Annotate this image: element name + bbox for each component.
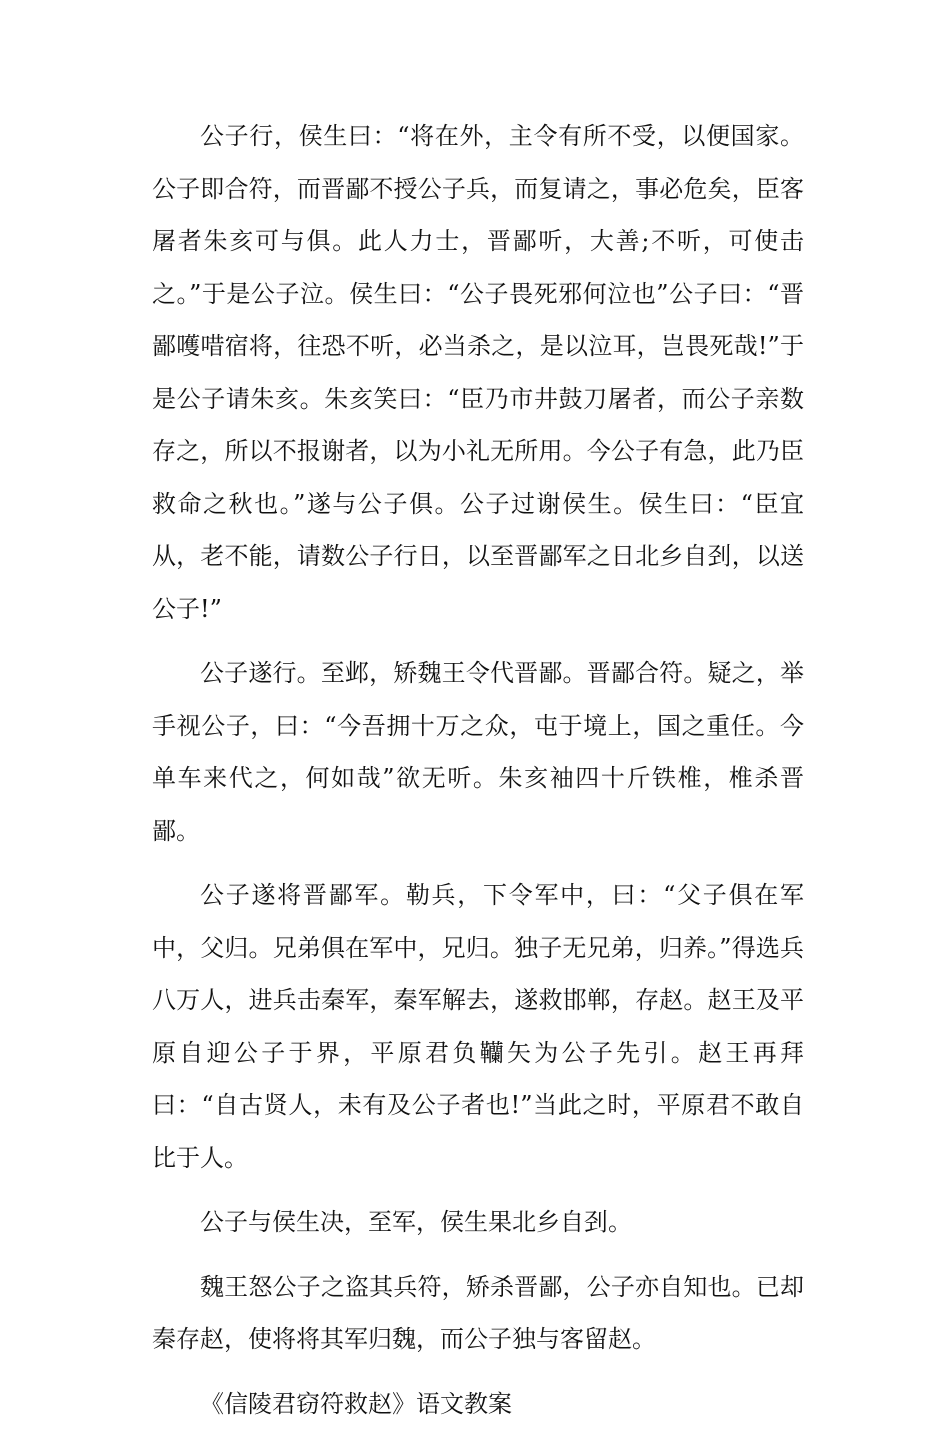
paragraph-2: 公子遂行。至邺，矫魏王令代晋鄙。晋鄙合符。疑之，举手视公子，曰：“今吾拥十万之众，屯于境上，国之重任。今单车来代之，何如哉”欲无听。朱亥袖四十斤铁椎，椎杀晋鄙。 [152, 647, 804, 857]
document-body [152, 110, 804, 1430]
paragraph-4: 公子与侯生决，至军，侯生果北乡自刭。 [152, 1196, 804, 1249]
paragraph-3: 公子遂将晋鄙军。勒兵，下令军中，曰：“父子俱在军中，父归。兄弟俱在军中，兄归。独子无兄弟，归养。”得选兵八万人，进兵击秦军，秦军解去，遂救邯郸，存赵。赵王及平原自迎公子于界，平原君负韊矢为公子先引。赵王再拜曰：“自古贤人，未有及公子者也!”当此之时，平原君不敢自比于人。 [152, 869, 804, 1184]
paragraph-5: 魏王怒公子之盗其兵符，矫杀晋鄙，公子亦自知也。已却秦存赵，使将将其军归魏，而公子独与客留赵。 [152, 1261, 804, 1366]
paragraph-1: 公子行，侯生曰：“将在外，主令有所不受，以便国家。公子即合符，而晋鄙不授公子兵，而复请之，事必危矣，臣客屠者朱亥可与俱。此人力士，晋鄙听，大善;不听，可使击之。”于是公子泣。侯生曰：“公子畏死邪何泣也”公子曰：“晋鄙嚄唶宿将，往恐不听，必当杀之，是以泣耳，岂畏死哉!”于是公子请朱亥。朱亥笑曰：“臣乃市井鼓刀屠者，而公子亲数存之，所以不报谢者，以为小礼无所用。今公子有急，此乃臣救命之秋也。”遂与公子俱。公子过谢侯生。侯生曰：“臣宜从，老不能，请数公子行日，以至晋鄙军之日北乡自刭，以送公子!” [152, 110, 804, 635]
document-title: 《信陵君窃符救赵》语文教案 [152, 1378, 804, 1430]
